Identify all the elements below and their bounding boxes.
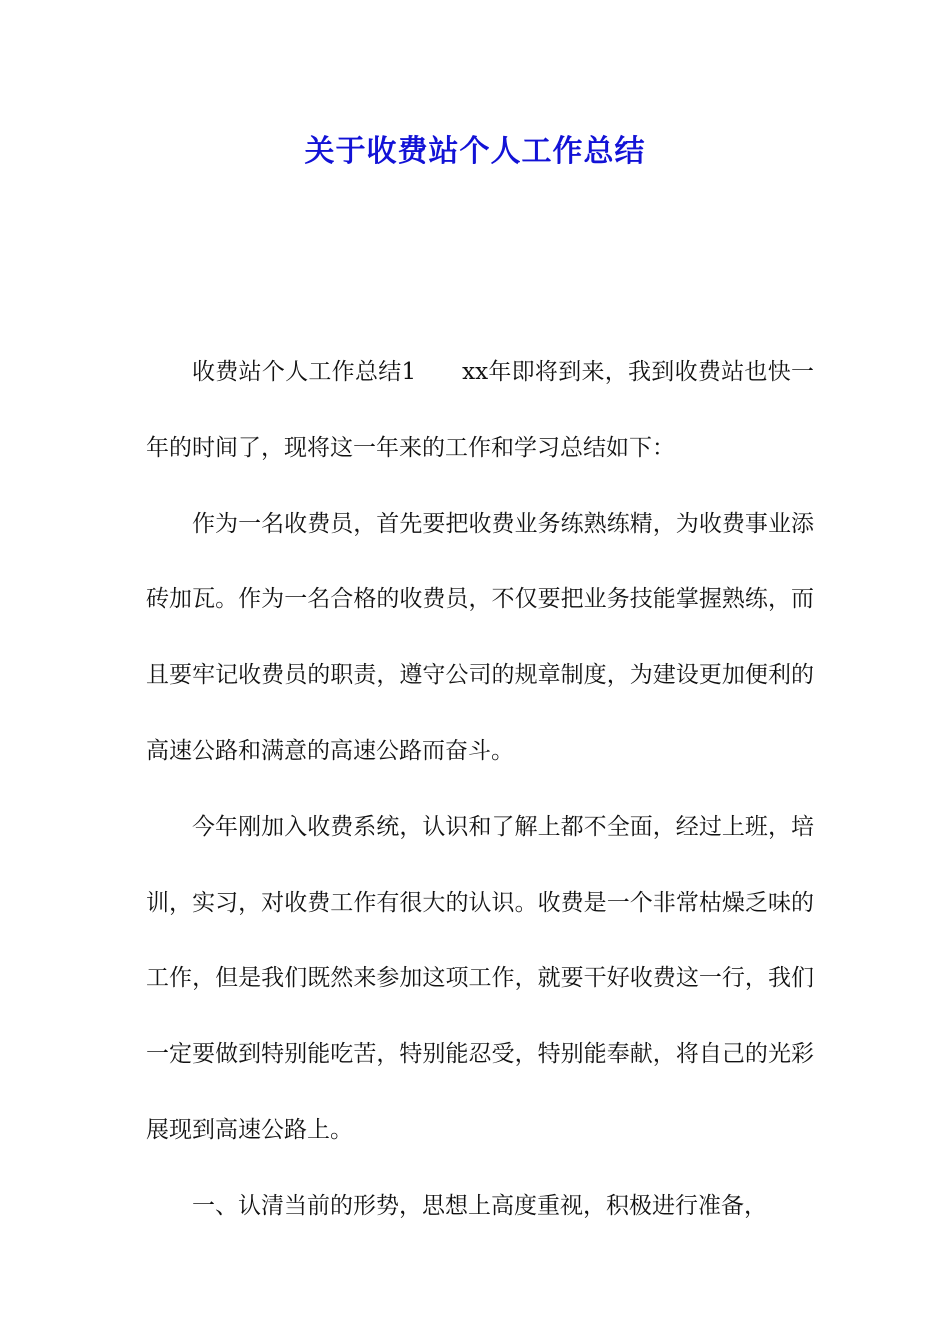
paragraph-3: 今年刚加入收费系统，认识和了解上都不全面，经过上班，培训，实习，对收费工作有很大的认识。收费是一个非常枯燥乏味的工作，但是我们既然来参加这项工作，就要干好收费这一行，我们一定要做到特别能吃苦，特别能忍受，特别能奉献，将自己的光彩展现到高速公路上。 [146,813,814,1143]
paragraph-1 [146,335,814,487]
paragraph-2: 作为一名收费员，首先要把收费业务练熟练精，为收费事业添砖加瓦。作为一名合格的收费员，不仅要把业务技能掌握熟练，而且要牢记收费员的职责，遵守公司的规章制度，为建设更加便利的高速公路和满意的高速公路而奋斗。 [146,510,814,764]
document-body [146,335,814,1245]
document-title: 关于收费站个人工作总结 [304,134,646,169]
paragraph-4: 一、认清当前的形势，思想上高度重视，积极进行准备， [192,1192,767,1219]
paragraph-1-lead: 收费站个人工作总结1 [192,359,417,385]
paragraph-1-text: xx年即将到来，我到收费站也快一年的时间了，现将这一年来的工作和学习总结如下： [146,359,814,461]
